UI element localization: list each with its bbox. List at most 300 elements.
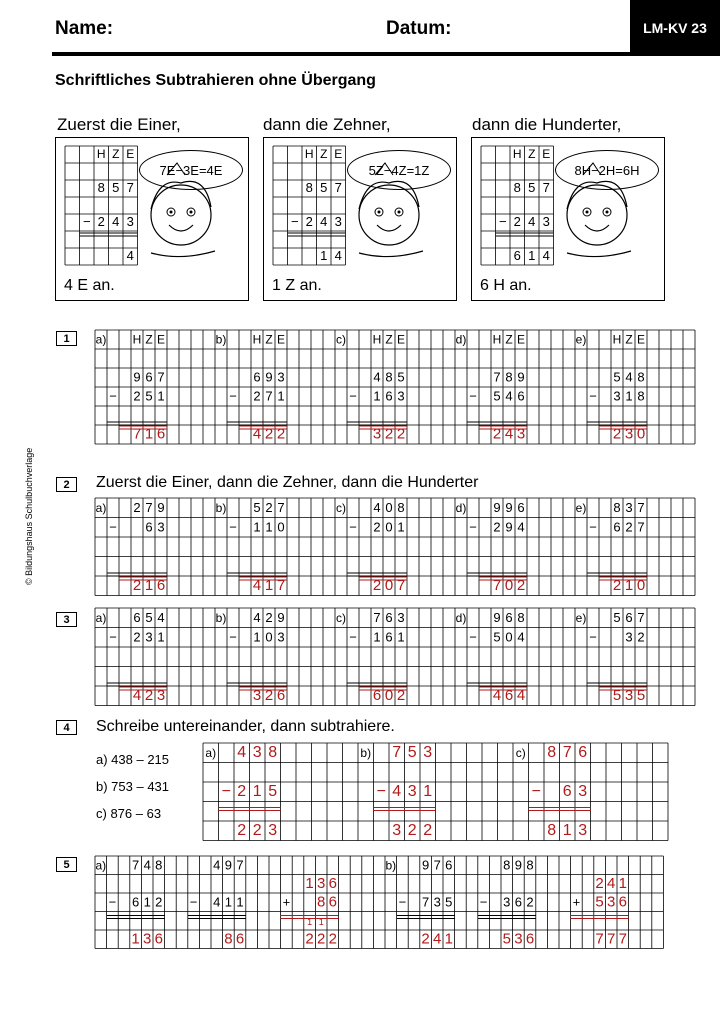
task-2-subtrahend-digit: 3 bbox=[157, 519, 165, 535]
example-head-H: H bbox=[512, 147, 522, 162]
example-subtrahend-digit: 2 bbox=[97, 214, 105, 230]
task-1-head-E: E bbox=[516, 332, 526, 347]
example-head-H: H bbox=[304, 147, 314, 162]
task-1-minuend-digit: 8 bbox=[505, 369, 513, 385]
task-5-subtrahend-digit: 3 bbox=[433, 894, 441, 910]
task-number-2: 2 bbox=[56, 477, 77, 492]
task-1-result-digit: 2 bbox=[492, 425, 502, 443]
task-4-result-digit: 1 bbox=[562, 822, 572, 840]
task-3-minuend-digit: 3 bbox=[397, 610, 405, 626]
task-5-subtrahend-digit: 3 bbox=[503, 894, 511, 910]
task-5-minus-sign: − bbox=[108, 894, 117, 910]
speech-bubble-3: 8H−2H=6H bbox=[555, 150, 659, 190]
example-subtrahend-digit: 3 bbox=[126, 214, 134, 230]
task-3-minus-sign: − bbox=[229, 629, 237, 645]
task-3-minuend-digit: 7 bbox=[637, 610, 645, 626]
task-2-subtrahend-digit: 1 bbox=[265, 519, 273, 535]
task-5-result-digit: 3 bbox=[514, 930, 523, 948]
task-2-result-digit: 1 bbox=[264, 577, 274, 595]
task-1-result-digit: 3 bbox=[516, 425, 526, 443]
task-5-subtrahend-digit: 1 bbox=[224, 894, 233, 910]
task-2-result-digit: 7 bbox=[396, 577, 406, 595]
task-5-minuend-digit: 9 bbox=[514, 857, 523, 873]
task-5-minuend-digit: 4 bbox=[213, 857, 221, 873]
task-5-addend-digit: 4 bbox=[607, 874, 616, 892]
example-head-Z: Z bbox=[320, 147, 328, 162]
boy-pupil-icon bbox=[398, 211, 401, 214]
task-2-minuend-digit: 7 bbox=[145, 500, 153, 516]
task-3-label: e) bbox=[575, 611, 587, 626]
task-1-minus-sign: − bbox=[349, 388, 357, 404]
task-3-result-digit: 6 bbox=[372, 687, 382, 705]
task-3-subtrahend-digit: 5 bbox=[493, 629, 501, 645]
task-5-result-digit: 6 bbox=[235, 930, 245, 948]
example-minuend-digit: 7 bbox=[126, 180, 134, 196]
example-minuend-digit: 7 bbox=[334, 180, 342, 196]
task-1-head-Z: Z bbox=[145, 332, 153, 347]
task-2-result-digit: 2 bbox=[516, 577, 526, 595]
example-result-digit: 4 bbox=[126, 248, 134, 264]
page-title: Schriftliches Subtrahieren ohne Übergang bbox=[55, 72, 376, 89]
task-1-minus-sign: − bbox=[109, 388, 117, 404]
task-5-sum-digit: 2 bbox=[328, 930, 337, 948]
example-minuend-digit: 5 bbox=[112, 180, 120, 196]
example-head-E: E bbox=[334, 147, 343, 162]
task-4-subtrahend-digit: 6 bbox=[562, 783, 572, 801]
task-4-minus-sign: − bbox=[376, 783, 386, 801]
task-3-minuend-digit: 2 bbox=[265, 610, 273, 626]
copyright-note: © Bildungshaus Schulbuchverlage bbox=[24, 447, 34, 585]
example-minuend-digit: 8 bbox=[97, 180, 105, 196]
task-2-result-digit: 0 bbox=[384, 577, 394, 595]
task-1-result-digit: 4 bbox=[252, 425, 262, 443]
task-3-label: c) bbox=[336, 611, 346, 626]
boy-smile-icon bbox=[169, 225, 193, 231]
task-4-label: b) bbox=[360, 746, 372, 761]
intro-step-2: dann die Zehner, bbox=[263, 115, 391, 134]
task-5-result-digit: 8 bbox=[224, 930, 233, 948]
task-1-minuend-digit: 7 bbox=[493, 369, 501, 385]
task-5-label: a) bbox=[95, 858, 107, 873]
task-3-subtrahend-digit: 1 bbox=[373, 629, 381, 645]
task-1-subtrahend-digit: 2 bbox=[133, 388, 141, 404]
name-label: Name: bbox=[55, 18, 114, 39]
task-2-result-digit: 6 bbox=[156, 577, 166, 595]
task-4-item-a: a) 438 – 215 bbox=[96, 752, 170, 767]
task-1-result-digit: 1 bbox=[144, 425, 154, 443]
task-5-minuend-digit: 8 bbox=[526, 857, 534, 873]
date-label: Datum: bbox=[386, 18, 452, 39]
task-3-subtrahend-digit: 0 bbox=[265, 629, 273, 645]
task-1-result-digit: 2 bbox=[396, 425, 406, 443]
boy-pupil-icon bbox=[606, 211, 609, 214]
boy-pupil-icon bbox=[190, 211, 193, 214]
task-1-minuend-digit: 9 bbox=[133, 369, 141, 385]
bubble-tail-icon bbox=[583, 163, 601, 175]
task-3-minus-sign: − bbox=[349, 629, 357, 645]
task-4-minuend-digit: 5 bbox=[407, 744, 417, 762]
task-1-subtrahend-digit: 5 bbox=[145, 388, 153, 404]
task-5-subtrahend-digit: 1 bbox=[143, 894, 151, 910]
task-3-minuend-digit: 4 bbox=[157, 610, 165, 626]
task-5-result-digit: 1 bbox=[444, 930, 453, 948]
example-subtrahend-digit: 3 bbox=[542, 214, 550, 230]
task-3-subtrahend-digit: 3 bbox=[277, 629, 285, 645]
task-3-result-digit: 2 bbox=[264, 687, 274, 705]
task-3-minuend-digit: 9 bbox=[493, 610, 501, 626]
task-2-minuend-digit: 8 bbox=[397, 500, 405, 516]
task-1-head-Z: Z bbox=[625, 332, 633, 347]
boy-smile-icon bbox=[585, 225, 609, 231]
task-5-minuend-digit: 7 bbox=[131, 857, 140, 873]
task-1-label: b) bbox=[215, 332, 227, 347]
task-2-minuend-digit: 9 bbox=[157, 500, 165, 516]
task-1-label: c) bbox=[336, 332, 346, 347]
task-1-head-E: E bbox=[636, 332, 646, 347]
task-3-minuend-digit: 7 bbox=[373, 610, 381, 626]
task-2-subtrahend-digit: 2 bbox=[373, 519, 381, 535]
task-2-subtrahend-digit: 4 bbox=[517, 519, 525, 535]
worksheet-code: LM-KV 23 bbox=[630, 0, 720, 56]
example-minus-sign: − bbox=[290, 214, 299, 230]
task-5-subtrahend-digit: 5 bbox=[445, 894, 453, 910]
task-2-subtrahend-digit: 2 bbox=[493, 519, 501, 535]
example-subtrahend-digit: 2 bbox=[305, 214, 313, 230]
task-5-minuend-digit: 4 bbox=[143, 857, 151, 873]
task-1-result-digit: 2 bbox=[612, 425, 622, 443]
task-1-minuend-digit: 4 bbox=[625, 369, 633, 385]
example-head-Z: Z bbox=[528, 147, 536, 162]
task-5-result-digit: 2 bbox=[421, 930, 430, 948]
example-subtrahend-digit: 4 bbox=[320, 214, 328, 230]
task-1-head-H: H bbox=[132, 332, 142, 347]
task-1-subtrahend-digit: 1 bbox=[277, 388, 285, 404]
task-3-minuend-digit: 6 bbox=[133, 610, 141, 626]
task-2-minus-sign: − bbox=[349, 519, 357, 535]
task-3-result-digit: 3 bbox=[252, 687, 262, 705]
task-3-minuend-digit: 4 bbox=[253, 610, 261, 626]
task-1-subtrahend-digit: 5 bbox=[493, 388, 501, 404]
task-3-result-digit: 5 bbox=[636, 687, 646, 705]
task-4-result-digit: 3 bbox=[578, 822, 588, 840]
task-5-sum-digit: 7 bbox=[618, 930, 627, 948]
task-5-minus-sign: − bbox=[189, 894, 198, 910]
task-1-minuend-digit: 8 bbox=[637, 369, 645, 385]
task-3-result-digit: 6 bbox=[276, 687, 286, 705]
task-5-plus-sign: + bbox=[282, 894, 291, 910]
task-1-result-digit: 6 bbox=[156, 425, 166, 443]
task-5-minuend-digit: 8 bbox=[503, 857, 511, 873]
task-2-minus-sign: − bbox=[469, 519, 477, 535]
task-4-minuend-digit: 3 bbox=[252, 744, 262, 762]
task-1-minuend-digit: 6 bbox=[253, 369, 261, 385]
task-5-sum-digit: 7 bbox=[595, 930, 604, 948]
task-4-result-digit: 2 bbox=[237, 822, 247, 840]
task-5-subtrahend-digit: 6 bbox=[131, 894, 140, 910]
task-1-minuend-digit: 3 bbox=[277, 369, 285, 385]
task-1-label: e) bbox=[575, 332, 587, 347]
intro-step-3: dann die Hunderter, bbox=[472, 115, 622, 134]
example-subtrahend-digit: 4 bbox=[528, 214, 536, 230]
task-4-label: c) bbox=[515, 746, 526, 761]
task-2-minuend-digit: 7 bbox=[637, 500, 645, 516]
task-5-carry-digit: 1 bbox=[307, 916, 313, 927]
boy-collar-icon bbox=[567, 251, 631, 257]
task-2-result-digit: 4 bbox=[252, 577, 262, 595]
task-2-label: b) bbox=[215, 501, 227, 516]
task-1-head-E: E bbox=[276, 332, 286, 347]
task-2-subtrahend-digit: 1 bbox=[397, 519, 405, 535]
task-4-subtrahend-digit: 2 bbox=[237, 783, 247, 801]
task-3-subtrahend-digit: 0 bbox=[505, 629, 513, 645]
task-2-subtrahend-digit: 0 bbox=[385, 519, 393, 535]
task-4-minuend-digit: 3 bbox=[423, 744, 433, 762]
bubble-tail-icon bbox=[167, 163, 185, 175]
task-5-addend-digit: 2 bbox=[595, 874, 604, 892]
task-5-addend-digit: 6 bbox=[618, 893, 627, 911]
example-caption-3: 6 H an. bbox=[480, 277, 532, 294]
task-2-result-digit: 0 bbox=[636, 577, 646, 595]
task-number-5: 5 bbox=[56, 857, 77, 872]
task-1-head-E: E bbox=[396, 332, 406, 347]
task-2-minuend-digit: 8 bbox=[613, 500, 621, 516]
task-2-result-digit: 0 bbox=[504, 577, 514, 595]
task-1-result-digit: 3 bbox=[624, 425, 634, 443]
task-5-minuend-digit: 7 bbox=[236, 857, 244, 873]
task-4-minuend-digit: 6 bbox=[578, 744, 588, 762]
task-1-subtrahend-digit: 8 bbox=[637, 388, 645, 404]
example-minuend-digit: 8 bbox=[513, 180, 521, 196]
task-4-subtrahend-digit: 3 bbox=[578, 783, 588, 801]
task-3-minus-sign: − bbox=[589, 629, 597, 645]
task-5-result-digit: 5 bbox=[502, 930, 511, 948]
task-5-label: b) bbox=[385, 858, 397, 873]
task-5-result-digit: 6 bbox=[525, 930, 535, 948]
task-2-minus-sign: − bbox=[229, 519, 237, 535]
task-2-minuend-digit: 9 bbox=[493, 500, 501, 516]
task-5-carry-digit: 1 bbox=[318, 916, 324, 927]
example-result-digit: 4 bbox=[334, 248, 342, 264]
task-3-minuend-digit: 5 bbox=[613, 610, 621, 626]
intro-step-1: Zuerst die Einer, bbox=[57, 115, 181, 134]
task-5-minus-sign: − bbox=[479, 894, 488, 910]
task-4-result-digit: 2 bbox=[252, 822, 262, 840]
task-3-result-digit: 0 bbox=[384, 687, 394, 705]
example-result-digit: 1 bbox=[528, 248, 536, 264]
task-1-minus-sign: − bbox=[229, 388, 237, 404]
task-2-subtrahend-digit: 2 bbox=[625, 519, 633, 535]
task-4-minus-sign: − bbox=[531, 783, 541, 801]
task-5-sum-digit: 2 bbox=[317, 930, 326, 948]
task-number-4: 4 bbox=[56, 720, 77, 735]
task-3-minuend-digit: 5 bbox=[145, 610, 153, 626]
task-3-subtrahend-digit: 2 bbox=[637, 629, 645, 645]
task-5-subtrahend-digit: 2 bbox=[155, 894, 163, 910]
boy-face-icon bbox=[359, 185, 419, 245]
task-2-label: c) bbox=[336, 501, 346, 516]
task-1-minuend-digit: 8 bbox=[385, 369, 393, 385]
task-4-result-digit: 3 bbox=[392, 822, 402, 840]
task-4-minuend-digit: 8 bbox=[547, 744, 557, 762]
boy-face-icon bbox=[151, 185, 211, 245]
task-3-minus-sign: − bbox=[469, 629, 477, 645]
task-4-label: a) bbox=[205, 746, 217, 761]
task-3-result-digit: 3 bbox=[624, 687, 634, 705]
task-2-minuend-digit: 7 bbox=[277, 500, 285, 516]
task-1-subtrahend-digit: 1 bbox=[373, 388, 381, 404]
example-minuend-digit: 5 bbox=[528, 180, 536, 196]
example-result-digit: 4 bbox=[542, 248, 550, 264]
task-3-subtrahend-digit: 2 bbox=[133, 629, 141, 645]
task-4-subtrahend-digit: 5 bbox=[268, 783, 278, 801]
task-5-result-digit: 6 bbox=[154, 930, 163, 948]
task-1-minus-sign: − bbox=[469, 388, 477, 404]
example-minuend-digit: 5 bbox=[320, 180, 328, 196]
task-4-result-digit: 3 bbox=[268, 822, 278, 840]
example-minuend-digit: 8 bbox=[305, 180, 313, 196]
task-5-result-digit: 4 bbox=[433, 930, 442, 948]
task-1-subtrahend-digit: 6 bbox=[385, 388, 393, 404]
task-5-minuend-digit: 7 bbox=[433, 857, 441, 873]
task-4-result-digit: 8 bbox=[547, 822, 557, 840]
task-5-plus-sign: + bbox=[572, 894, 581, 910]
task-3-minuend-digit: 9 bbox=[277, 610, 285, 626]
task-3-label: d) bbox=[455, 611, 467, 626]
task-1-subtrahend-digit: 3 bbox=[613, 388, 621, 404]
task-5-addend-digit: 8 bbox=[317, 893, 326, 911]
task-5-minus-sign: − bbox=[398, 894, 407, 910]
task-number-3: 3 bbox=[56, 612, 77, 627]
example-caption-2: 1 Z an. bbox=[272, 277, 322, 294]
task-5-addend-digit: 5 bbox=[595, 893, 604, 911]
task-2-label: d) bbox=[455, 501, 467, 516]
task-1-head-H: H bbox=[372, 332, 382, 347]
task-4-item-c: c) 876 – 63 bbox=[96, 806, 162, 821]
task-4-result-digit: 2 bbox=[423, 822, 433, 840]
task-4-minuend-digit: 8 bbox=[268, 744, 278, 762]
example-subtrahend-digit: 4 bbox=[112, 214, 120, 230]
task-5-subtrahend-digit: 1 bbox=[236, 894, 244, 910]
example-result-digit: 1 bbox=[320, 248, 328, 264]
task-4-minuend-digit: 7 bbox=[392, 744, 402, 762]
example-head-Z: Z bbox=[112, 147, 120, 162]
task-3-subtrahend-digit: 4 bbox=[517, 629, 525, 645]
speech-bubble-1: 7E−3E=4E bbox=[139, 150, 243, 190]
example-head-H: H bbox=[96, 147, 106, 162]
task-3-minuend-digit: 6 bbox=[625, 610, 633, 626]
task-3-result-digit: 2 bbox=[396, 687, 406, 705]
task-4-minuend-digit: 4 bbox=[237, 744, 247, 762]
task-5-addend-digit: 1 bbox=[305, 874, 314, 892]
task-1-result-digit: 2 bbox=[276, 425, 286, 443]
task-2-minus-sign: − bbox=[109, 519, 117, 535]
task-4-subtrahend-digit: 1 bbox=[423, 783, 433, 801]
task-5-minuend-digit: 9 bbox=[421, 857, 430, 873]
task-number-1: 1 bbox=[56, 331, 77, 346]
task-3-minuend-digit: 8 bbox=[517, 610, 525, 626]
task-5-subtrahend-digit: 4 bbox=[213, 894, 221, 910]
task-5-result-digit: 1 bbox=[131, 930, 140, 948]
task-5-minuend-digit: 6 bbox=[445, 857, 453, 873]
task-2-result-digit: 1 bbox=[624, 577, 634, 595]
task-4-subtrahend-digit: 4 bbox=[392, 783, 402, 801]
task-5-result-digit: 3 bbox=[143, 930, 152, 948]
task-4-heading: Schreibe untereinander, dann subtrahiere. bbox=[96, 718, 395, 735]
task-5-subtrahend-digit: 7 bbox=[421, 894, 430, 910]
task-3-subtrahend-digit: 3 bbox=[145, 629, 153, 645]
boy-face-icon bbox=[567, 185, 627, 245]
task-1-subtrahend-digit: 3 bbox=[397, 388, 405, 404]
task-3-result-digit: 2 bbox=[144, 687, 154, 705]
task-1-minuend-digit: 4 bbox=[373, 369, 381, 385]
boy-pupil-icon bbox=[586, 211, 589, 214]
task-1-head-Z: Z bbox=[265, 332, 273, 347]
example-head-E: E bbox=[126, 147, 135, 162]
task-1-label: d) bbox=[455, 332, 467, 347]
task-5-addend-digit: 3 bbox=[607, 893, 616, 911]
task-5-addend-digit: 1 bbox=[618, 874, 627, 892]
task-2-subtrahend-digit: 1 bbox=[253, 519, 261, 535]
task-3-label: b) bbox=[215, 611, 227, 626]
task-3-subtrahend-digit: 1 bbox=[157, 629, 165, 645]
task-2-result-digit: 7 bbox=[492, 577, 502, 595]
task-3-subtrahend-digit: 3 bbox=[625, 629, 633, 645]
task-1-subtrahend-digit: 1 bbox=[625, 388, 633, 404]
task-5-sum-digit: 2 bbox=[305, 930, 314, 948]
task-3-result-digit: 4 bbox=[132, 687, 142, 705]
task-4-minuend-digit: 7 bbox=[562, 744, 572, 762]
task-3-minuend-digit: 6 bbox=[385, 610, 393, 626]
example-minus-sign: − bbox=[498, 214, 507, 230]
task-2-minuend-digit: 2 bbox=[133, 500, 141, 516]
task-2-result-digit: 7 bbox=[276, 577, 286, 595]
task-2-subtrahend-digit: 6 bbox=[145, 519, 153, 535]
task-3-subtrahend-digit: 1 bbox=[397, 629, 405, 645]
task-2-minuend-digit: 3 bbox=[625, 500, 633, 516]
task-5-addend-digit: 6 bbox=[328, 893, 337, 911]
task-2-minus-sign: − bbox=[589, 519, 597, 535]
task-2-result-digit: 2 bbox=[612, 577, 622, 595]
boy-collar-icon bbox=[151, 251, 215, 257]
task-3-label: a) bbox=[95, 611, 107, 626]
task-2-subtrahend-digit: 0 bbox=[277, 519, 285, 535]
task-2-minuend-digit: 5 bbox=[253, 500, 261, 516]
task-4-minus-sign: − bbox=[221, 783, 231, 801]
task-2-minuend-digit: 0 bbox=[385, 500, 393, 516]
task-1-subtrahend-digit: 6 bbox=[517, 388, 525, 404]
task-1-result-digit: 0 bbox=[636, 425, 646, 443]
task-2-result-digit: 2 bbox=[132, 577, 142, 595]
task-3-result-digit: 4 bbox=[516, 687, 526, 705]
task-2-label: e) bbox=[575, 501, 587, 516]
task-5-minuend-digit: 8 bbox=[155, 857, 163, 873]
task-2-minuend-digit: 4 bbox=[373, 500, 381, 516]
task-5-addend-digit: 6 bbox=[328, 874, 337, 892]
task-1-subtrahend-digit: 7 bbox=[265, 388, 273, 404]
task-3-minus-sign: − bbox=[109, 629, 117, 645]
task-1-result-digit: 4 bbox=[504, 425, 514, 443]
task-3-result-digit: 4 bbox=[492, 687, 502, 705]
task-3-result-digit: 6 bbox=[504, 687, 514, 705]
task-5-minuend-digit: 9 bbox=[224, 857, 233, 873]
task-1-label: a) bbox=[95, 332, 107, 347]
task-1-result-digit: 7 bbox=[132, 425, 142, 443]
task-1-subtrahend-digit: 1 bbox=[157, 388, 165, 404]
boy-collar-icon bbox=[359, 251, 423, 257]
task-1-minuend-digit: 9 bbox=[265, 369, 273, 385]
example-minus-sign: − bbox=[82, 214, 91, 230]
task-3-result-digit: 5 bbox=[612, 687, 622, 705]
